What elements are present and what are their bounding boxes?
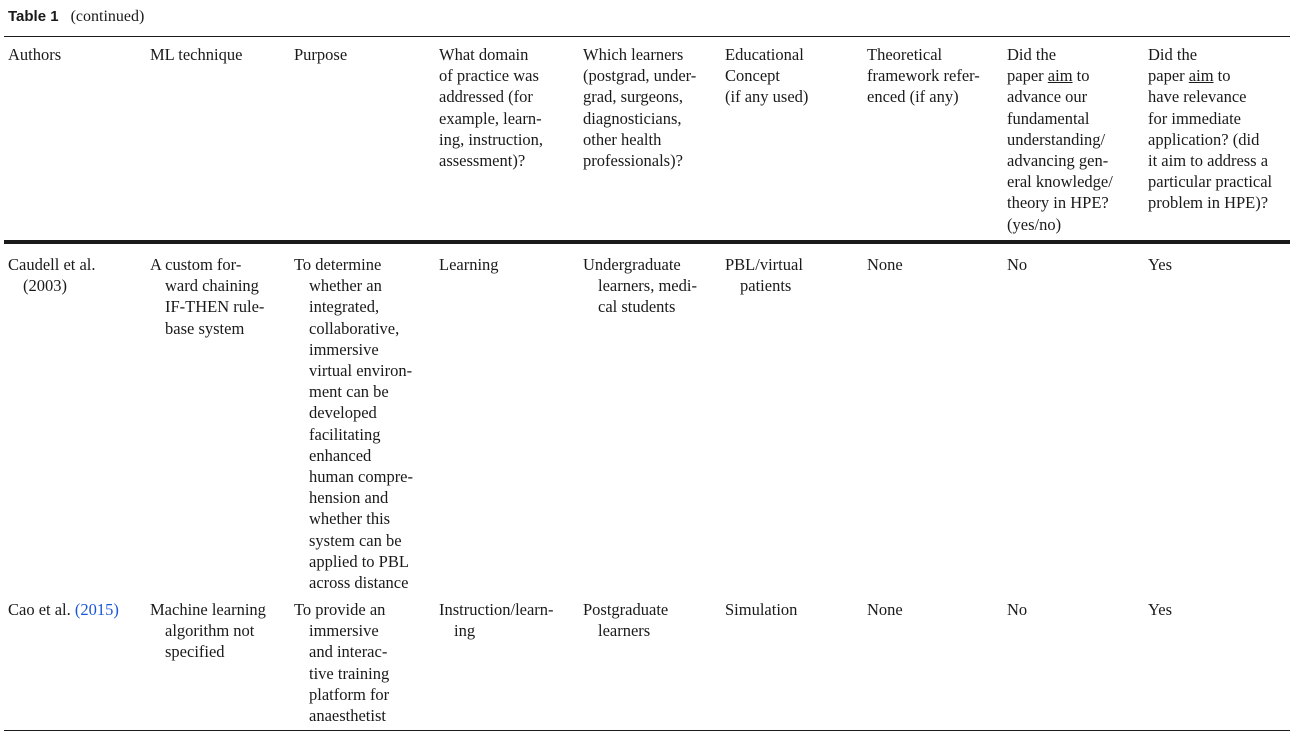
row2-relevance: Yes	[1148, 600, 1173, 619]
row1-relevance: Yes	[1148, 255, 1173, 274]
row2-purpose: To provide an immersive and interac- tive training platform for anaesthetist	[294, 600, 390, 726]
row1-learners: Undergraduate learners, medi- cal students	[583, 255, 697, 317]
header-fundamental-understanding: Did the paper aim to advance our fundamental understanding/ advancing gen- eral knowledge/ theory in HPE? (yes/no)	[1007, 45, 1113, 234]
bottom-rule	[4, 730, 1290, 731]
header-purpose: Purpose	[294, 45, 348, 64]
header-domain: What domain of practice was addressed (for example, learn- ing, instruction, assessment)?	[439, 45, 544, 171]
row2-learners: Postgraduate learners	[583, 600, 669, 641]
table-caption	[8, 8, 144, 26]
top-rule	[4, 36, 1290, 37]
header-practical-relevance: Did the paper aim to have relevance for immediate application? (did it aim to address a particular practical problem in HPE)?	[1148, 45, 1273, 213]
header-educational-concept: Educational Concept (if any used)	[725, 45, 809, 107]
row1-educational-concept: PBL/virtual patients	[725, 255, 803, 296]
row2-fundamental: No	[1007, 600, 1028, 619]
header-learners: Which learners (postgrad, under- grad, surgeons, diagnosticians, other health professionals)?	[583, 45, 697, 171]
header-ml-technique: ML technique	[150, 45, 243, 64]
row2-educational-concept: Simulation	[725, 600, 798, 619]
row2-ml-technique: Machine learning algorithm not specified	[150, 600, 266, 662]
row1-domain: Learning	[439, 255, 499, 274]
row1-framework: None	[867, 255, 903, 274]
table-continued: (continued)	[70, 8, 145, 25]
row2-framework: None	[867, 600, 903, 619]
row1-fundamental: No	[1007, 255, 1028, 274]
header-theoretical-framework: Theoretical framework refer- enced (if any)	[867, 45, 980, 107]
row1-ml-technique: A custom for- ward chaining IF-THEN rule- base system	[150, 255, 265, 338]
table-label: Table 1	[8, 8, 59, 25]
row1-authors: Caudell et al. (2003)	[8, 255, 96, 296]
citation-link[interactable]: (2015)	[74, 600, 119, 619]
row2-domain: Instruction/learn- ing	[439, 600, 554, 641]
row2-authors: Cao et al. (2015)	[8, 600, 119, 619]
row1-purpose: To determine whether an integrated, collaborative, immersive virtual environ- ment can be developed facilitating enhanced human compre- hension and whether this system can be applied to PBL across distance	[294, 255, 414, 593]
header-authors: Authors	[8, 45, 62, 64]
header-rule	[4, 240, 1290, 244]
